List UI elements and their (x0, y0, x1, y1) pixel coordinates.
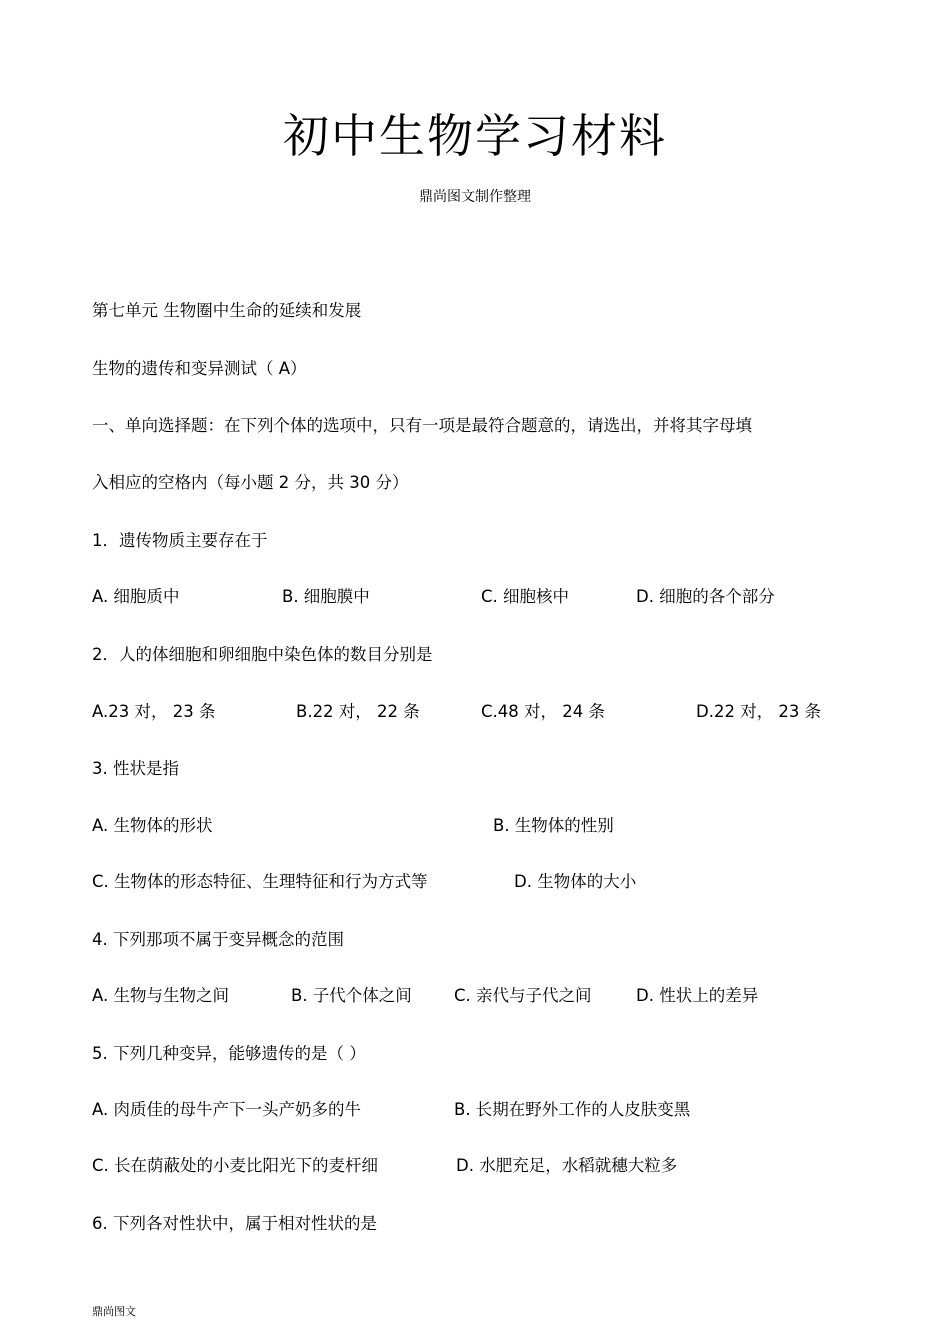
test-title: 生物的遗传和变异测试（ A） (92, 359, 307, 378)
q3-option-c: C. 生物体的形态特征、生理特征和行为方式等 (92, 872, 428, 891)
q1-option-d: D. 细胞的各个部分 (636, 587, 775, 606)
q1-option-c: C. 细胞核中 (481, 587, 570, 606)
question-3: 3. 性状是指 (92, 759, 179, 778)
q2-option-d: D.22 对， 23 条 (696, 702, 822, 721)
question-2: 2．人的体细胞和卵细胞中染色体的数目分别是 (92, 645, 433, 664)
q2-option-c: C.48 对， 24 条 (481, 702, 605, 721)
q5-option-a: A. 肉质佳的母牛产下一头产奶多的牛 (92, 1100, 361, 1119)
page-subtitle: 鼎尚图文制作整理 (419, 189, 531, 205)
page-title: 初中生物学习材料 (283, 109, 667, 163)
q5-option-b: B. 长期在野外工作的人皮肤变黑 (454, 1100, 691, 1119)
q5-option-d: D. 水肥充足，水稻就穗大粒多 (456, 1156, 678, 1175)
q4-option-b: B. 子代个体之间 (291, 986, 412, 1005)
question-4: 4. 下列那项不属于变异概念的范围 (92, 930, 344, 949)
q4-option-c: C. 亲代与子代之间 (454, 986, 592, 1005)
instruction-line-1: 一、单向选择题：在下列个体的选项中，只有一项是最符合题意的，请选出，并将其字母填 (92, 416, 752, 435)
q1-option-a: A. 细胞质中 (92, 587, 180, 606)
question-6: 6. 下列各对性状中，属于相对性状的是 (92, 1214, 377, 1233)
q4-option-a: A. 生物与生物之间 (92, 986, 229, 1005)
q3-option-b: B. 生物体的性别 (493, 816, 614, 835)
q4-option-d: D. 性状上的差异 (636, 986, 759, 1005)
q2-option-b: B.22 对， 22 条 (296, 702, 420, 721)
question-1: 1．遗传物质主要存在于 (92, 531, 268, 550)
page-footer: 鼎尚图文 (92, 1305, 136, 1318)
question-5: 5. 下列几种变异，能够遗传的是（ ） (92, 1044, 366, 1063)
q5-option-c: C. 长在荫蔽处的小麦比阳光下的麦杆细 (92, 1156, 379, 1175)
unit-heading: 第七单元 生物圈中生命的延续和发展 (92, 301, 362, 320)
instruction-line-2: 入相应的空格内（每小题 2 分，共 30 分） (92, 473, 409, 492)
q3-option-a: A. 生物体的形状 (92, 816, 213, 835)
q3-option-d: D. 生物体的大小 (514, 872, 637, 891)
q1-option-b: B. 细胞膜中 (282, 587, 370, 606)
q2-option-a: A.23 对， 23 条 (92, 702, 216, 721)
